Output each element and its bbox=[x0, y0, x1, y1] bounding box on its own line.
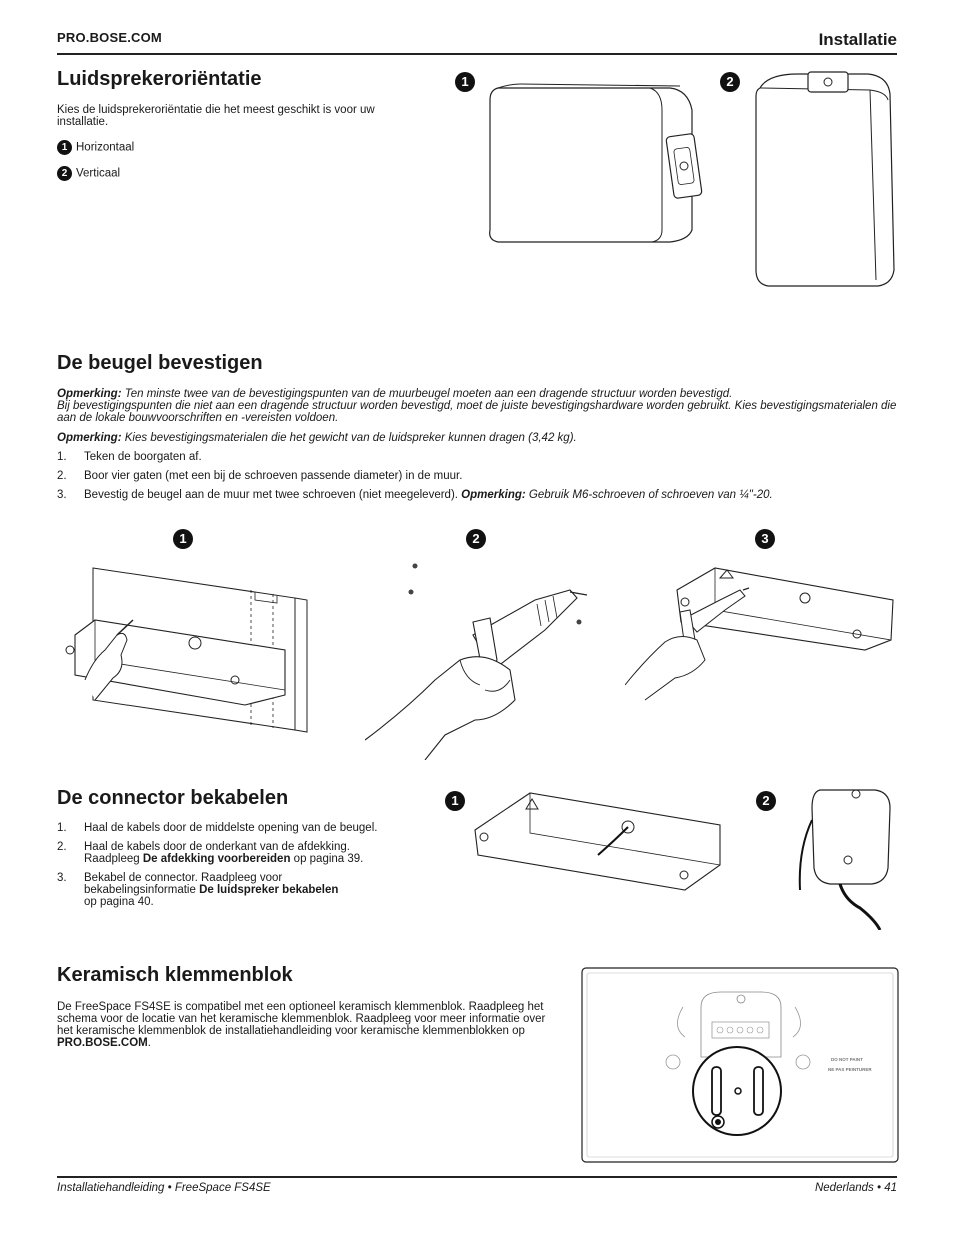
footer-left: Installatiehandleiding • FreeSpace FS4SE bbox=[57, 1182, 271, 1194]
figure-number: 2 bbox=[756, 791, 776, 811]
step-text: Boor vier gaten (met een bij de schroeven passende diameter) in de muur. bbox=[84, 470, 463, 482]
step-number: 2. bbox=[57, 841, 67, 853]
step-number: 3. bbox=[57, 872, 67, 884]
step-text: Haal de kabels door de middelste opening van de beugel. bbox=[84, 822, 378, 834]
drilling-illustration bbox=[365, 560, 595, 760]
list-item bbox=[57, 822, 437, 834]
section-title: Installatie bbox=[818, 30, 897, 49]
note-label: Opmerking: bbox=[461, 489, 526, 501]
step-number: 1. bbox=[57, 451, 67, 463]
list-item bbox=[57, 489, 902, 501]
footer-rule bbox=[57, 1176, 897, 1178]
note-label: Opmerking: bbox=[57, 432, 122, 444]
number-badge: 2 bbox=[57, 166, 72, 181]
bracket-title: De beugel bevestigen bbox=[57, 352, 263, 374]
note-label: Opmerking: bbox=[57, 388, 122, 400]
cross-reference-link[interactable]: De afdekking voorbereiden bbox=[142, 853, 291, 865]
note-text: Ten minste twee van de bevestigingspunten van de muurbeugel moeten aan een dragende structuur worden bevestigd. bbox=[124, 388, 733, 400]
cable-through-bracket-illustration bbox=[470, 785, 730, 905]
figure-number: 1 bbox=[445, 791, 465, 811]
cross-reference-link[interactable]: De luidspreker bekabelen bbox=[199, 884, 339, 896]
paragraph-end: . bbox=[147, 1037, 151, 1049]
bracket-note-1 bbox=[57, 388, 902, 424]
website-link[interactable]: PRO.BOSE.COM bbox=[57, 1037, 148, 1049]
option-label: Verticaal bbox=[76, 167, 121, 180]
orientation-intro: Kies de luidsprekeroriëntatie die het meest geschikt is voor uw installatie. bbox=[57, 104, 375, 128]
list-item bbox=[57, 872, 437, 908]
step-text: Bekabel de connector. Raadpleeg voor bekabelingsinformatie bbox=[84, 872, 283, 896]
option-horizontal bbox=[57, 140, 134, 155]
connector-cover-illustration bbox=[790, 780, 900, 930]
list-item bbox=[57, 470, 902, 482]
ceramic-title: Keramisch klemmenblok bbox=[57, 964, 293, 986]
step-text: Teken de boorgaten af. bbox=[84, 451, 202, 463]
note-text: Gebruik M6-schroeven of schroeven van ¼"-20. bbox=[528, 489, 773, 501]
step-text: Raadpleeg bbox=[84, 853, 140, 865]
site-name: PRO.BOSE.COM bbox=[57, 30, 162, 45]
paragraph-text: De FreeSpace FS4SE is compatibel met een optioneel keramisch klemmenblok. Raadpleeg het schema voor de locatie van het keramische klemmenblok. Raadpleeg voor meer informatie over het keramische klemmenblok de installatiehandleiding voor keramische klemmenblokken op bbox=[57, 1001, 546, 1037]
step-text: op pagina 39. bbox=[293, 853, 364, 865]
header-rule bbox=[57, 53, 897, 55]
step-number: 3. bbox=[57, 489, 67, 501]
vertical-speaker-illustration bbox=[748, 70, 898, 290]
list-item bbox=[57, 841, 437, 865]
number-badge: 1 bbox=[57, 140, 72, 155]
list-item bbox=[57, 451, 902, 463]
option-vertical bbox=[57, 166, 120, 181]
note-continuation: Bij bevestigingspunten die niet aan een dragende structuur worden bevestigd, moet de juiste bevestigingshardware worden gebruikt. Kies bevestigingsmaterialen die aan de lokale bouwvoorschriften en -vereisten voldoen. bbox=[57, 400, 897, 424]
footer-right: Nederlands • 41 bbox=[814, 1182, 897, 1194]
note-text: Kies bevestigingsmaterialen die het gewicht van de luidspreker kunnen dragen (3,42 kg). bbox=[124, 432, 577, 444]
step-number: 1. bbox=[57, 822, 67, 834]
figure-number: 1 bbox=[455, 72, 475, 92]
orientation-title: Luidsprekeroriëntatie bbox=[57, 68, 262, 90]
ceramic-text bbox=[57, 1001, 557, 1049]
connector-steps bbox=[57, 822, 437, 908]
ne-pas-peinturer-label: NE PAS PEINTURER bbox=[828, 1067, 872, 1072]
do-not-paint-label: DO NOT PAINT bbox=[831, 1057, 863, 1062]
horizontal-speaker-illustration bbox=[480, 80, 720, 250]
step-text: Bevestig de beugel aan de muur met twee schroeven (niet meegeleverd). bbox=[84, 489, 458, 501]
option-label: Horizontaal bbox=[76, 141, 135, 154]
connector-title: De connector bekabelen bbox=[57, 787, 289, 809]
step-number: 2. bbox=[57, 470, 67, 482]
bracket-note-2 bbox=[57, 432, 902, 444]
figure-number: 2 bbox=[720, 72, 740, 92]
terminal-block-diagram bbox=[581, 967, 899, 1163]
step-text: op pagina 40. bbox=[84, 896, 154, 908]
bracket-steps bbox=[57, 451, 902, 501]
marking-holes-illustration bbox=[55, 560, 315, 760]
figure-number: 1 bbox=[173, 529, 193, 549]
figure-number: 3 bbox=[755, 529, 775, 549]
fastening-bracket-illustration bbox=[625, 560, 905, 710]
figure-number: 2 bbox=[466, 529, 486, 549]
step-text: Haal de kabels door de onderkant van de afdekking. bbox=[84, 841, 350, 853]
